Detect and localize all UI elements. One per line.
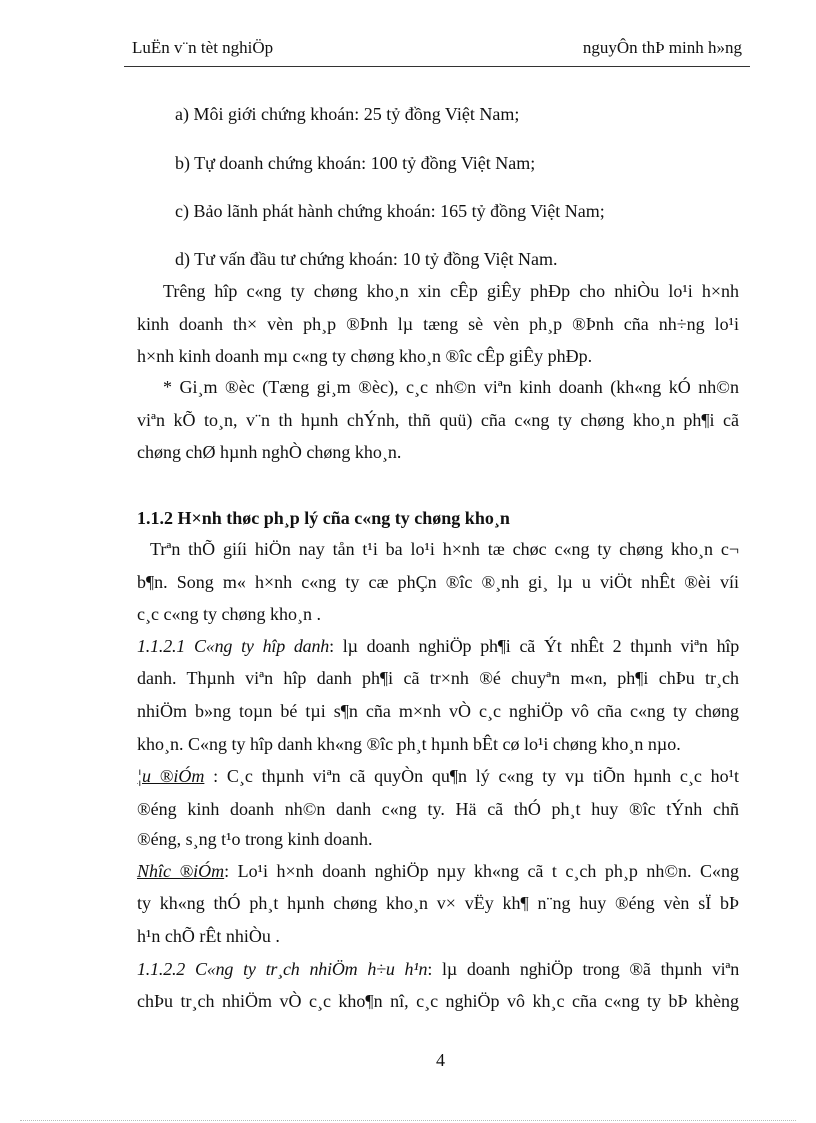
paragraph-line: chÞu tr¸ch nhiÖm vÒ c¸c kho¶n nî, c¸c nghiÖp vô kh¸c cña c«ng ty bÞ khèng (137, 991, 739, 1011)
list-item-b: b) Tự doanh chứng khoán: 100 tỷ đồng Việt Nam; (175, 153, 536, 173)
header-thesis-title: LuËn v¨n tèt nghiÖp (132, 38, 274, 57)
paragraph-line: Trªn thÕ giíi hiÖn nay tån t¹i ba lo¹i h×nh tæ chøc c«ng ty chøng kho¸n c¬ (150, 539, 739, 559)
paragraph-line: ®éng, s¸ng t¹o trong kinh doanh. (137, 829, 373, 849)
paragraph-line: danh. Thµnh viªn hîp danh ph¶i cã tr×nh ®é chuyªn m«n, ph¶i chÞu tr¸ch (137, 668, 739, 688)
page-header (124, 38, 750, 62)
subsection-line (137, 635, 739, 657)
subsection-text: : lµ doanh nghiÖp trong ®ã thµnh viªn (427, 959, 740, 979)
paragraph-line: * Gi¸m ®èc (Tæng gi¸m ®èc), c¸c nh©n viªn kinh doanh (kh«ng kÓ nh©n (163, 377, 739, 397)
page-number: 4 (436, 1050, 445, 1070)
paragraph-line: nhiÖm b»ng toµn bé tµi s¶n cña m×nh vÒ c¸c nghiÖp vô cña c«ng ty chøng (137, 701, 739, 721)
page-bottom-divider (20, 1120, 796, 1121)
subsection-line (137, 958, 739, 980)
paragraph-line: kinh doanh th× vèn ph¸p ®Þnh lµ tæng sè vèn ph¸p ®Þnh cña nh÷ng lo¹i (137, 314, 739, 334)
subsection-title: 1.1.2.1 C«ng ty hîp danh (137, 636, 330, 656)
header-author-name: nguyÔn thÞ minh h»ng (582, 38, 742, 57)
list-item-c: c) Bảo lãnh phát hành chứng khoán: 165 tỷ đồng Việt Nam; (175, 201, 605, 221)
subsection-text: : lµ doanh nghiÖp ph¶i cã Ýt nhÊt 2 thµnh viªn hîp (329, 636, 739, 656)
disadvantage-label: Nhîc ®iÓm (137, 861, 225, 881)
paragraph-line: viªn kÕ to¸n, v¨n th hµnh chÝnh, thñ quü) cña c«ng ty chøng kho¸n ph¶i cã (137, 410, 739, 430)
paragraph-line: ty kh«ng thÓ ph¸t hµnh chøng kho¸n v× vËy kh¶ n¨ng huy ®éng vèn sÏ bÞ (137, 893, 739, 913)
section-heading: 1.1.2 H×nh thøc ph¸p lý cña c«ng ty chøng kho¸n (137, 508, 510, 528)
paragraph-line: kho¸n. C«ng ty hîp danh kh«ng ®îc ph¸t hµnh bÊt cø lo¹i chøng kho¸n nµo. (137, 734, 681, 754)
advantage-label: ¦u ®iÓm (137, 766, 205, 786)
subsection-title: 1.1.2.2 C«ng ty tr¸ch nhiÖm h÷u h¹n (137, 959, 428, 979)
paragraph-line: ®éng kinh doanh nh©n danh c«ng ty. Hä cã thÓ ph¸t huy ®îc tÝnh chñ (137, 799, 739, 819)
list-item-d: d) Tư vấn đầu tư chứng khoán: 10 tỷ đồng Việt Nam. (175, 249, 558, 269)
disadvantage-line (137, 860, 739, 882)
paragraph-line: h×nh kinh doanh mµ c«ng ty chøng kho¸n ®îc cÊp giÊy phÐp. (137, 346, 593, 366)
paragraph-line: c¸c c«ng ty chøng kho¸n . (137, 604, 321, 624)
paragraph-line: h¹n chÕ rÊt nhiÒu . (137, 926, 280, 946)
advantage-text: : C¸c thµnh viªn cã quyÒn qu¶n lý c«ng ty vµ tiÕn hµnh c¸c ho¹t (204, 766, 740, 786)
paragraph-line: b¶n. Song m« h×nh c«ng ty cæ phÇn ®îc ®¸nh gi¸ lµ u viÖt nhÊt ®èi víi (137, 572, 739, 592)
paragraph-line: chøng chØ hµnh nghÒ chøng kho¸n. (137, 442, 402, 462)
paragraph-line: Trêng hîp c«ng ty chøng kho¸n xin cÊp giÊy phÐp cho nhiÒu lo¹i h×nh (163, 281, 739, 301)
header-rule (124, 66, 750, 67)
advantage-line (137, 765, 739, 787)
list-item-a: a) Môi giới chứng khoán: 25 tỷ đồng Việt Nam; (175, 104, 520, 124)
disadvantage-text: : Lo¹i h×nh doanh nghiÖp nµy kh«ng cã t c¸ch ph¸p nh©n. C«ng (224, 861, 739, 881)
